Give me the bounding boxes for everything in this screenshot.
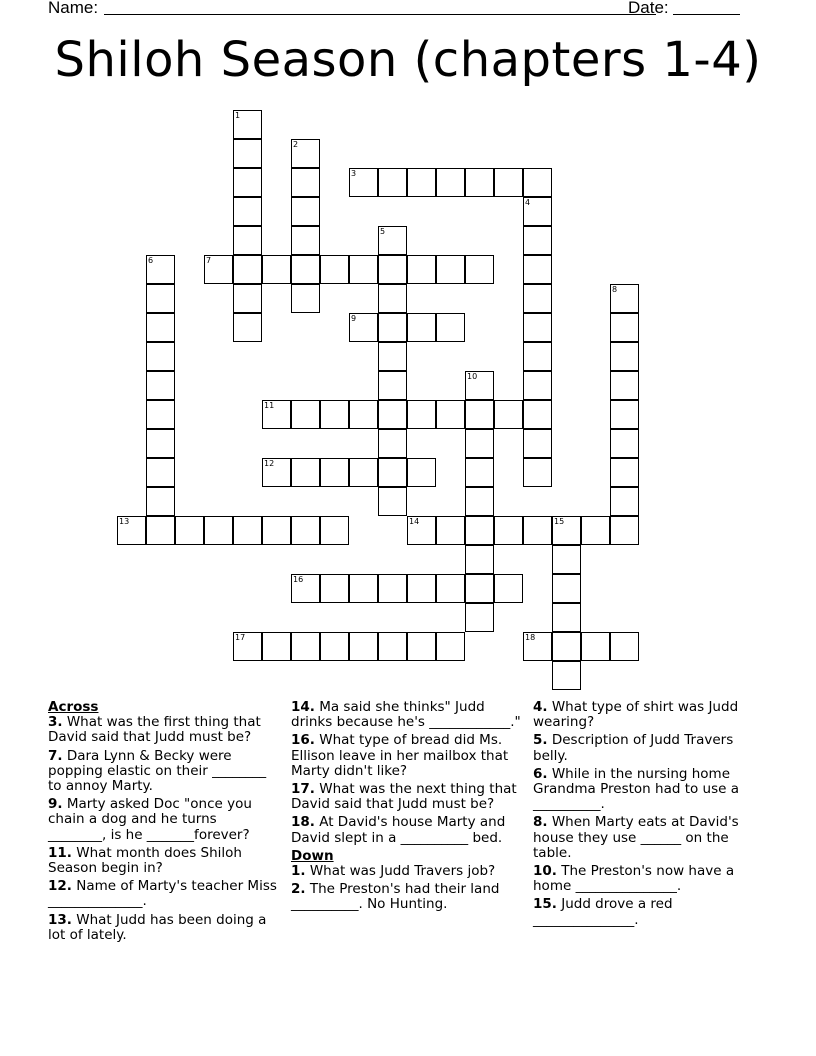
grid-cell[interactable] [465, 458, 494, 487]
grid-cell[interactable] [378, 458, 407, 487]
grid-cell[interactable] [552, 545, 581, 574]
clue-number: 6 [148, 256, 154, 265]
clue-number: 16 [293, 575, 304, 584]
grid-cell[interactable] [407, 632, 436, 661]
grid-cell[interactable] [523, 371, 552, 400]
clue-number: 18 [525, 633, 536, 642]
grid-cell[interactable] [378, 632, 407, 661]
page-title: Shiloh Season (chapters 1-4) [54, 32, 762, 88]
across-clue [48, 797, 278, 843]
grid-cell[interactable] [465, 603, 494, 632]
clue-number-label: 5. [533, 732, 548, 749]
grid-cell[interactable] [378, 255, 407, 284]
clue-number-label: 13. [48, 911, 72, 928]
grid-cell[interactable] [523, 313, 552, 342]
grid-cell[interactable] [291, 284, 320, 313]
grid-cell[interactable] [146, 313, 175, 342]
clue-number: 3 [351, 169, 357, 178]
grid-cell[interactable] [291, 255, 320, 284]
grid-cell[interactable] [523, 516, 552, 545]
grid-cell[interactable] [407, 458, 436, 487]
grid-cell[interactable] [262, 632, 291, 661]
clue-number: 10 [467, 372, 478, 381]
grid-cell[interactable] [291, 168, 320, 197]
grid-cell[interactable] [146, 458, 175, 487]
grid-cell[interactable] [233, 197, 262, 226]
clue-text: What was Judd Travers job? [309, 863, 496, 880]
grid-cell[interactable] [146, 429, 175, 458]
grid-cell[interactable] [233, 168, 262, 197]
grid-cell[interactable] [465, 545, 494, 574]
grid-cell[interactable] [262, 516, 291, 545]
across-clue [291, 782, 523, 812]
grid-cell[interactable] [291, 458, 320, 487]
grid-cell[interactable] [349, 574, 378, 603]
grid-cell[interactable] [175, 516, 204, 545]
across-clue [291, 700, 523, 730]
grid-cell[interactable] [320, 400, 349, 429]
grid-cell[interactable] [146, 371, 175, 400]
grid-cell[interactable] [349, 632, 378, 661]
down-heading: Down [291, 847, 334, 864]
across-clue [291, 815, 523, 845]
clue-number: 1 [235, 111, 241, 120]
across-clue [48, 715, 278, 745]
grid-cell[interactable] [378, 400, 407, 429]
grid-cell[interactable] [552, 632, 581, 661]
clue-number: 9 [351, 314, 357, 323]
grid-cell[interactable] [436, 168, 465, 197]
grid-cell[interactable] [378, 226, 407, 255]
clue-number: 13 [119, 517, 130, 526]
clue-number-label: 2. [291, 881, 306, 898]
clue-number-label: 17. [291, 781, 315, 798]
grid-cell[interactable] [465, 255, 494, 284]
clue-number-label: 10. [533, 863, 557, 880]
grid-cell[interactable] [494, 574, 523, 603]
clue-number-label: 3. [48, 714, 63, 731]
clue-number-label: 8. [533, 814, 548, 831]
clue-number-label: 4. [533, 699, 548, 715]
clue-number-label: 16. [291, 732, 315, 749]
grid-cell[interactable] [146, 400, 175, 429]
grid-cell[interactable] [494, 400, 523, 429]
grid-cell[interactable] [262, 400, 291, 429]
grid-cell[interactable] [378, 371, 407, 400]
grid-cell[interactable] [465, 371, 494, 400]
clue-text: What Judd has been doing a lot of lately. [48, 911, 267, 943]
down-clue [533, 700, 758, 730]
grid-cell[interactable] [552, 603, 581, 632]
clue-number-label: 14. [291, 699, 315, 715]
grid-cell[interactable] [523, 168, 552, 197]
clue-number-label: 15. [533, 896, 557, 913]
grid-cell[interactable] [146, 284, 175, 313]
grid-cell[interactable] [552, 516, 581, 545]
grid-cell[interactable] [436, 313, 465, 342]
grid-cell[interactable] [233, 110, 262, 139]
grid-cell[interactable] [407, 168, 436, 197]
grid-cell[interactable] [291, 226, 320, 255]
grid-cell[interactable] [320, 632, 349, 661]
grid-cell[interactable] [349, 400, 378, 429]
clue-text: Marty asked Doc "once you chain a dog and he turns ________, is he _______forever? [48, 796, 252, 843]
grid-cell[interactable] [233, 226, 262, 255]
clue-text: The Preston's now have a home _______________. [533, 863, 735, 895]
grid-cell[interactable] [407, 400, 436, 429]
across-clue [48, 846, 278, 876]
clue-number-label: 6. [533, 765, 548, 782]
grid-cell[interactable] [117, 516, 146, 545]
down-clue [533, 815, 758, 861]
clue-text: What month does Shiloh Season begin in? [48, 844, 242, 877]
grid-cell[interactable] [320, 255, 349, 284]
grid-cell[interactable] [465, 400, 494, 429]
grid-cell[interactable] [610, 458, 639, 487]
grid-cell[interactable] [465, 429, 494, 458]
grid-cell[interactable] [349, 168, 378, 197]
clue-number: 4 [525, 198, 531, 207]
grid-cell[interactable] [349, 458, 378, 487]
clue-number: 5 [380, 227, 386, 236]
across-clue [48, 879, 278, 909]
clue-text: Ma said she thinks" Judd drinks because he's ____________." [291, 699, 521, 731]
grid-cell[interactable] [494, 516, 523, 545]
grid-cell[interactable] [581, 516, 610, 545]
grid-cell[interactable] [407, 516, 436, 545]
clue-text: When Marty eats at David's house they use ______ on the table. [533, 814, 739, 861]
clue-number: 8 [612, 285, 618, 294]
grid-cell[interactable] [407, 313, 436, 342]
clue-number: 11 [264, 401, 275, 410]
clue-number: 17 [235, 633, 246, 642]
name-label: Name: [48, 0, 99, 17]
grid-cell[interactable] [204, 516, 233, 545]
clue-number: 2 [293, 140, 299, 149]
grid-cell[interactable] [378, 574, 407, 603]
grid-cell[interactable] [320, 516, 349, 545]
grid-cell[interactable] [262, 255, 291, 284]
clue-text: The Preston's had their land __________. No Hunting. [291, 881, 500, 913]
grid-cell[interactable] [146, 516, 175, 545]
grid-cell[interactable] [407, 255, 436, 284]
grid-cell[interactable] [465, 516, 494, 545]
clues-column-3 [533, 700, 758, 931]
grid-cell[interactable] [378, 429, 407, 458]
grid-cell[interactable] [523, 458, 552, 487]
grid-cell[interactable] [146, 342, 175, 371]
down-clue [291, 864, 523, 879]
clue-number: 15 [554, 517, 565, 526]
grid-cell[interactable] [146, 487, 175, 516]
grid-cell[interactable] [320, 574, 349, 603]
down-clue [533, 864, 758, 894]
grid-cell[interactable] [552, 574, 581, 603]
grid-cell[interactable] [436, 632, 465, 661]
grid-cell[interactable] [233, 516, 262, 545]
grid-cell[interactable] [523, 226, 552, 255]
clue-number-label: 11. [48, 844, 72, 861]
clue-number-label: 9. [48, 796, 63, 813]
down-clue [533, 897, 758, 927]
grid-cell[interactable] [581, 632, 610, 661]
grid-cell[interactable] [610, 516, 639, 545]
grid-cell[interactable] [291, 400, 320, 429]
across-clue [48, 749, 278, 795]
grid-cell[interactable] [610, 284, 639, 313]
clue-number: 14 [409, 517, 420, 526]
grid-cell[interactable] [610, 632, 639, 661]
grid-cell[interactable] [523, 197, 552, 226]
clue-text: Judd drove a red _______________. [533, 896, 673, 928]
grid-cell[interactable] [291, 632, 320, 661]
grid-cell[interactable] [465, 487, 494, 516]
grid-cell[interactable] [233, 632, 262, 661]
grid-cell[interactable] [291, 139, 320, 168]
clue-text: What was the first thing that David said that Judd must be? [48, 714, 261, 746]
grid-cell[interactable] [291, 197, 320, 226]
grid-cell[interactable] [523, 284, 552, 313]
grid-cell[interactable] [262, 458, 291, 487]
clue-text: At David's house Marty and David slept in a __________ bed. [291, 814, 506, 846]
clue-number: 7 [206, 256, 212, 265]
grid-cell[interactable] [523, 342, 552, 371]
clue-number: 12 [264, 459, 275, 468]
across-clue [48, 913, 278, 943]
date-label: Date: [628, 0, 669, 17]
grid-cell[interactable] [349, 313, 378, 342]
grid-cell[interactable] [146, 255, 175, 284]
across-clue [291, 733, 523, 779]
grid-cell[interactable] [610, 429, 639, 458]
grid-cell[interactable] [291, 574, 320, 603]
clue-number-label: 7. [48, 747, 63, 764]
grid-cell[interactable] [291, 516, 320, 545]
grid-cell[interactable] [378, 487, 407, 516]
clue-text: Name of Marty's teacher Miss ______________. [48, 878, 277, 910]
grid-cell[interactable] [610, 342, 639, 371]
grid-cell[interactable] [436, 516, 465, 545]
grid-cell[interactable] [436, 255, 465, 284]
grid-cell[interactable] [552, 661, 581, 690]
across-heading: Across [48, 699, 99, 715]
grid-cell[interactable] [494, 168, 523, 197]
clue-text: What type of bread did Ms. Ellison leave in her mailbox that Marty didn't like? [291, 732, 509, 779]
grid-cell[interactable] [378, 168, 407, 197]
clue-text: What type of shirt was Judd wearing? [533, 699, 739, 731]
grid-cell[interactable] [320, 458, 349, 487]
grid-cell[interactable] [523, 632, 552, 661]
grid-cell[interactable] [610, 400, 639, 429]
grid-cell[interactable] [233, 313, 262, 342]
grid-cell[interactable] [378, 284, 407, 313]
clue-text: What was the next thing that David said that Judd must be? [291, 781, 517, 813]
grid-cell[interactable] [610, 487, 639, 516]
grid-cell[interactable] [436, 574, 465, 603]
grid-cell[interactable] [349, 255, 378, 284]
grid-cell[interactable] [523, 400, 552, 429]
down-clue [533, 733, 758, 763]
grid-cell[interactable] [378, 342, 407, 371]
grid-cell[interactable] [407, 574, 436, 603]
clue-text: Description of Judd Travers belly. [533, 732, 734, 764]
grid-cell[interactable] [610, 313, 639, 342]
grid-cell[interactable] [523, 429, 552, 458]
clues-column-2 [291, 700, 523, 916]
clue-number-label: 12. [48, 878, 72, 895]
grid-cell[interactable] [523, 255, 552, 284]
down-clue [291, 882, 523, 912]
grid-cell[interactable] [233, 139, 262, 168]
clue-number-label: 18. [291, 814, 315, 831]
clues-column-1 [48, 700, 278, 946]
clue-number-label: 1. [291, 863, 306, 880]
grid-cell[interactable] [233, 255, 262, 284]
grid-cell[interactable] [436, 400, 465, 429]
grid-cell[interactable] [378, 313, 407, 342]
grid-cell[interactable] [610, 371, 639, 400]
grid-cell[interactable] [204, 255, 233, 284]
clue-text: Dara Lynn & Becky were popping elastic on their ________ to annoy Marty. [48, 747, 267, 795]
grid-cell[interactable] [465, 574, 494, 603]
grid-cell[interactable] [233, 284, 262, 313]
down-clue [533, 767, 758, 813]
clue-text: While in the nursing home Grandma Preston had to use a __________. [533, 765, 740, 813]
grid-cell[interactable] [465, 168, 494, 197]
